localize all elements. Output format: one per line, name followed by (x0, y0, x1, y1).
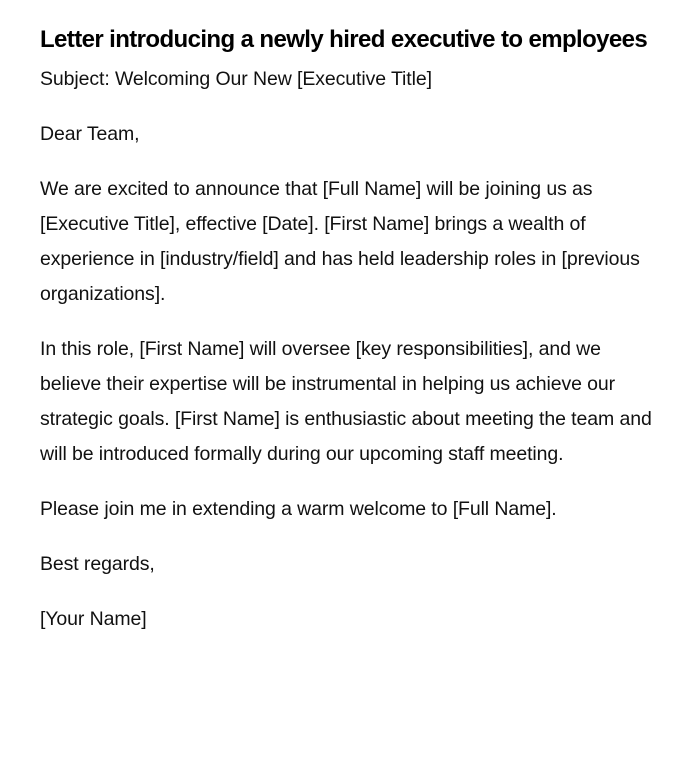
body-paragraph-welcome: Please join me in extending a warm welcome to [Full Name]. (40, 498, 557, 520)
closing: Best regards, (40, 553, 155, 575)
greeting: Dear Team, (40, 123, 140, 145)
document-title: Letter introducing a newly hired executive to employees (40, 26, 648, 53)
signature: [Your Name] (40, 608, 147, 630)
subject-line: Subject: Welcoming Our New [Executive Title] (40, 68, 432, 90)
body-paragraph-role: In this role, [First Name] will oversee [key responsibilities], and we believe their expertise will be instrumental in helping us achieve our strategic goals. [First Name] is enthusiastic about meeting the team and will be introduced formally during our upcoming staff meeting. (40, 338, 652, 465)
body-paragraph-announcement: We are excited to announce that [Full Name] will be joining us as [Executive Title], effective [Date]. [First Name] brings a wealth of experience in [industry/field] and has held leadership roles in [previous organizations]. (40, 178, 640, 305)
